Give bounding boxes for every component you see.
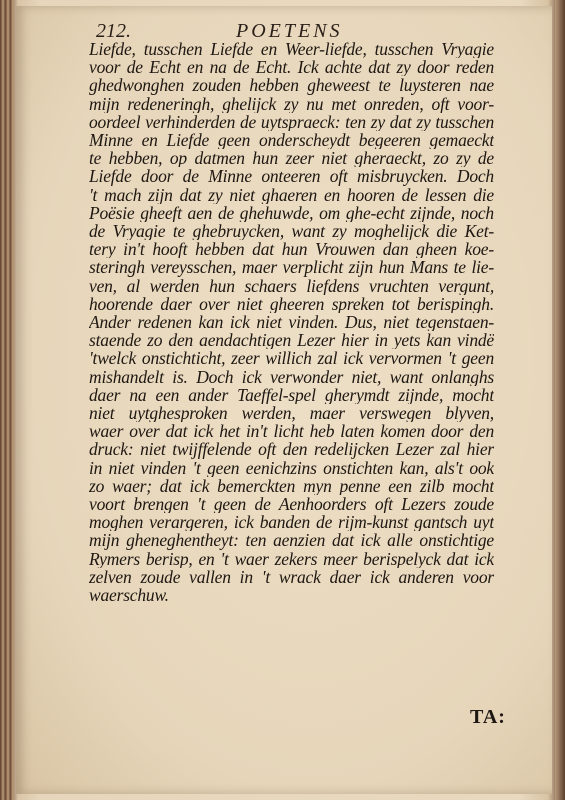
text-line: moghen verargeren, ick banden de rijm-kunst gantsch uyt (89, 513, 494, 532)
text-line: voor de Echt en na de Echt. Ick achte dat zy door reden (89, 58, 494, 77)
text-line: in niet vinden 't geen eenichzins onstichten kan, als't ook (89, 458, 494, 477)
running-title: POETENS (236, 20, 343, 42)
text-line: zo waer; dat ick bemerckten myn penne een zilb mocht (89, 476, 494, 496)
text-line: tery in't hooft hebben dat hun Vrouwen dan gheen koe- (89, 240, 494, 259)
text-line: 't mach zijn dat zy niet ghaeren en hooren de lessen die (89, 185, 494, 204)
page-number: 212. (96, 20, 131, 42)
text-line: Ander redenen kan ick niet vinden. Dus, niet tegenstaen- (89, 313, 494, 332)
page-edges-left (0, 0, 14, 800)
text-line: hoorende daer over niet gheeren spreken tot berispingh. (89, 294, 494, 314)
catchword: TA: (470, 706, 506, 728)
page-edge-right (555, 0, 565, 800)
text-line: Poësie gheeft aen de ghehuwde, om ghe-echt zijnde, noch (89, 203, 494, 223)
body-text (89, 40, 494, 604)
text-line: Minne en Liefde geen onderscheydt begeeren gemaeckt (89, 131, 494, 150)
text-line: voort brengen 't geen de Aenhoorders oft Lezers zoude (89, 495, 494, 514)
text-line: te hebben, op datmen hun zeer niet gheraeckt, zo zy de (89, 149, 494, 168)
text-line: daer na een ander Taeffel-spel gherymdt zijnde, mocht (89, 385, 494, 405)
text-line: Liefde door de Minne onteeren oft misbruycken. Doch (89, 167, 494, 186)
text-line: zelven zoude vallen in 't wrack daer ick anderen voor (89, 567, 494, 587)
text-line: waerschuw. (89, 586, 169, 605)
text-line: waer over dat ick het in't licht heb laten komen door den (89, 422, 494, 441)
text-line: mijn gheneghentheyt: ten aenzien dat ick alle onstichtige (89, 531, 494, 550)
text-line: mishandelt is. Doch ick verwonder niet, want onlanghs (89, 367, 494, 386)
text-line: ghedwonghen zouden hebben gheweest te luysteren nae (89, 76, 494, 95)
text-line: ven, al werden hun schaers liefdens vruchten vergunt, (89, 276, 494, 295)
text-line: niet uytghesproken werden, maer verswegen blyven, (89, 404, 494, 423)
text-line: druck: niet twijffelende oft den redelijcken Lezer zal hier (89, 440, 494, 459)
text-line: mijn redeneringh, ghelijck zy nu met onreden, oft voor- (89, 94, 494, 113)
text-line: oordeel verhinderden de uytspraeck: ten zy dat zy tusschen (89, 112, 494, 132)
text-line: de Vryagie te ghebruycken, want zy moghelijck die Ket- (89, 222, 494, 241)
text-line: Liefde, tusschen Liefde en Weer-liefde, tusschen Vryagie (89, 40, 494, 59)
text-line: steringh vereysschen, maer verplicht zijn hun Mans te lie- (89, 258, 494, 277)
text-line: staende zo den aendachtigen Lezer hier in yets kan vindë (89, 331, 494, 350)
text-line: 'twelck onstichticht, zeer willich zal ick vervormen 't geen (89, 349, 494, 368)
text-line: Rymers berisp, en 't waer zekers meer berispelyck dat ick (89, 549, 494, 568)
